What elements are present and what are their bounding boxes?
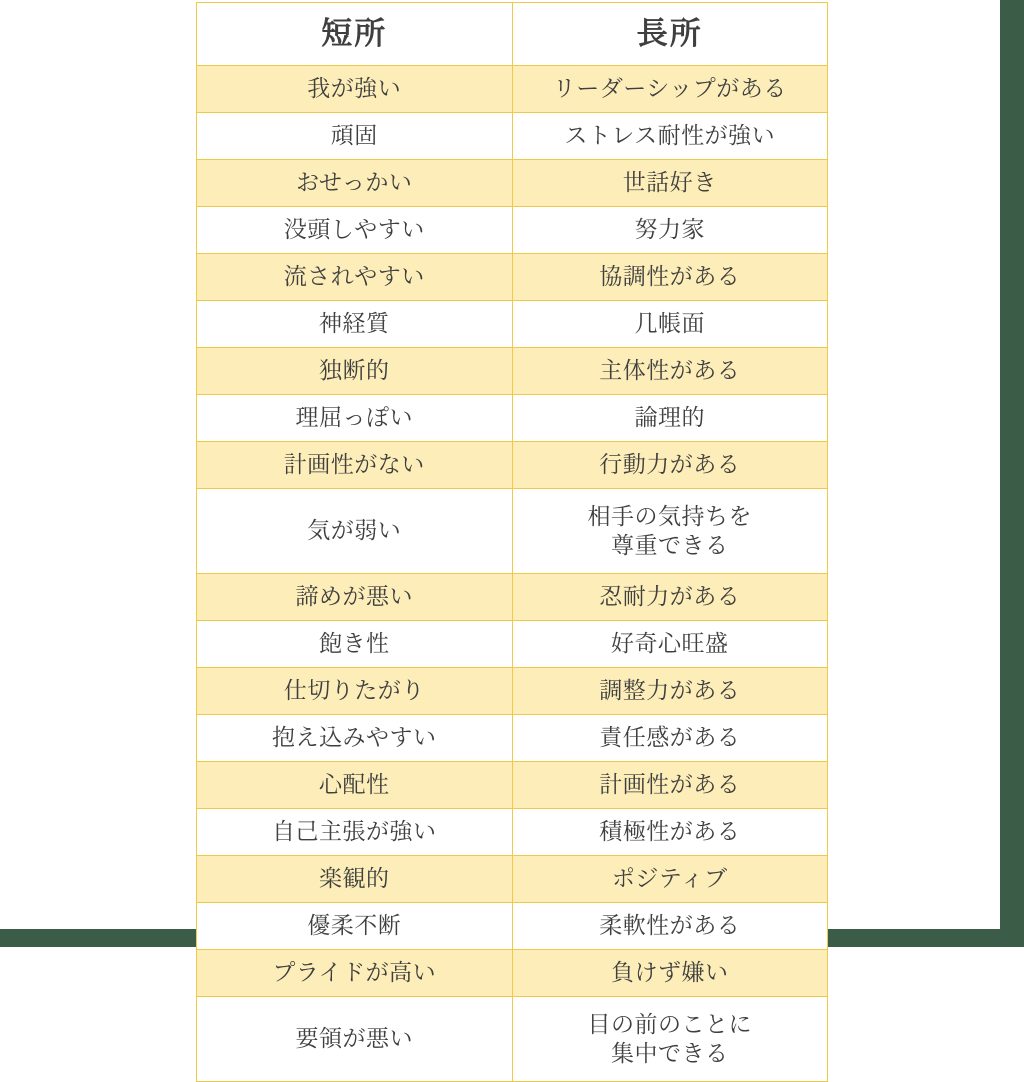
table-row: [197, 301, 828, 348]
cell-weakness: 頑固: [197, 113, 513, 160]
table-row: [197, 621, 828, 668]
cell-strength-line2: 尊重できる: [611, 532, 729, 558]
cell-weakness: 自己主張が強い: [197, 809, 513, 856]
table-row: [197, 113, 828, 160]
cell-weakness: 楽観的: [197, 856, 513, 903]
table-row: [197, 442, 828, 489]
cell-strength: 好奇心旺盛: [512, 621, 828, 668]
cell-weakness: 仕切りたがり: [197, 668, 513, 715]
cell-weakness: 独断的: [197, 348, 513, 395]
table-row: [197, 489, 828, 574]
cell-strength: 協調性がある: [512, 254, 828, 301]
table-row: [197, 207, 828, 254]
cell-strength: ポジティブ: [512, 856, 828, 903]
cell-strength-line2: 集中できる: [611, 1040, 729, 1066]
table-body: [197, 66, 828, 1082]
table-row: [197, 66, 828, 113]
cell-weakness: 流されやすい: [197, 254, 513, 301]
cell-weakness: 優柔不断: [197, 903, 513, 950]
cell-weakness: 心配性: [197, 762, 513, 809]
table-header: [197, 3, 828, 66]
cell-weakness: 抱え込みやすい: [197, 715, 513, 762]
table-row: [197, 574, 828, 621]
cell-weakness: 没頭しやすい: [197, 207, 513, 254]
table-row: [197, 160, 828, 207]
page-edge-right: [1000, 0, 1024, 947]
cell-strength: 行動力がある: [512, 442, 828, 489]
cell-strength: 主体性がある: [512, 348, 828, 395]
cell-strength: リーダーシップがある: [512, 66, 828, 113]
table-row: [197, 254, 828, 301]
cell-strength: 計画性がある: [512, 762, 828, 809]
column-header-strength: 長所: [512, 3, 828, 66]
comparison-table-container: [196, 2, 828, 1082]
cell-weakness: 気が弱い: [197, 489, 513, 574]
table-row: [197, 809, 828, 856]
weakness-strength-table: [196, 2, 828, 1082]
cell-weakness: プライドが高い: [197, 950, 513, 997]
cell-weakness: 諦めが悪い: [197, 574, 513, 621]
table-row: [197, 395, 828, 442]
cell-strength: 柔軟性がある: [512, 903, 828, 950]
cell-weakness: 飽き性: [197, 621, 513, 668]
cell-strength: 几帳面: [512, 301, 828, 348]
cell-weakness: 我が強い: [197, 66, 513, 113]
column-header-weakness: 短所: [197, 3, 513, 66]
table-row: [197, 856, 828, 903]
cell-strength: 世話好き: [512, 160, 828, 207]
table-row: [197, 668, 828, 715]
cell-strength: 努力家: [512, 207, 828, 254]
cell-strength: 論理的: [512, 395, 828, 442]
table-row: [197, 950, 828, 997]
cell-weakness: 要領が悪い: [197, 997, 513, 1082]
cell-strength: 忍耐力がある: [512, 574, 828, 621]
cell-strength-line1: 相手の気持ちを: [587, 502, 752, 529]
cell-strength: [512, 489, 828, 574]
cell-strength: 積極性がある: [512, 809, 828, 856]
cell-weakness: おせっかい: [197, 160, 513, 207]
cell-weakness: 計画性がない: [197, 442, 513, 489]
table-row: [197, 715, 828, 762]
cell-strength: ストレス耐性が強い: [512, 113, 828, 160]
cell-strength: [512, 997, 828, 1082]
table-row: [197, 903, 828, 950]
table-row: [197, 997, 828, 1082]
cell-weakness: 神経質: [197, 301, 513, 348]
table-row: [197, 762, 828, 809]
cell-strength: 負けず嫌い: [512, 950, 828, 997]
cell-strength-line1: 目の前のことに: [587, 1010, 752, 1037]
table-header-row: [197, 3, 828, 66]
table-row: [197, 348, 828, 395]
cell-strength: 責任感がある: [512, 715, 828, 762]
cell-weakness: 理屈っぽい: [197, 395, 513, 442]
cell-strength: 調整力がある: [512, 668, 828, 715]
